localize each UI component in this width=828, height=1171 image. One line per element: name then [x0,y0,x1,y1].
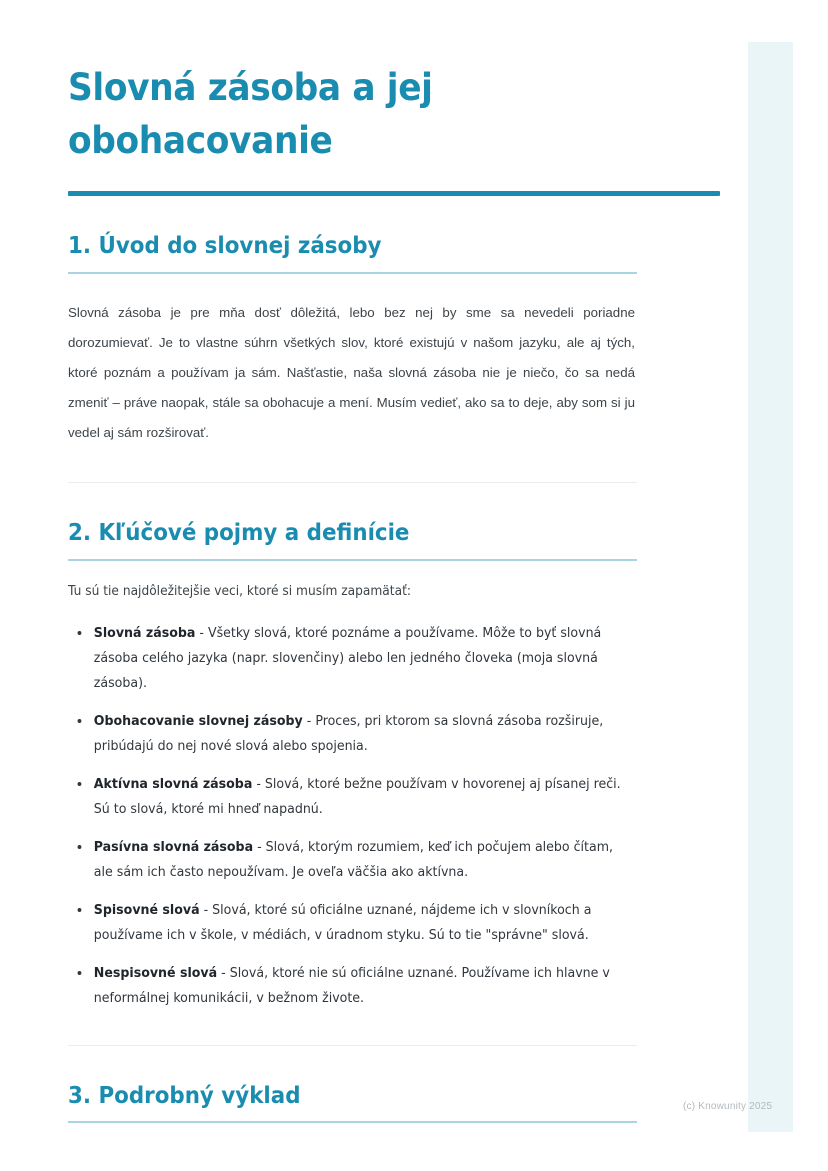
section-2-rule [68,559,637,561]
list-item [68,961,622,1011]
list-item [68,709,622,759]
term-separator: - [253,839,266,855]
section-3 [68,1082,720,1124]
term-description: Slová, ktoré sú oficiálne uznané, nájdeme ich v slovníkoch a používame ich v škole, v médiách, v úradnom styku. Sú to tie "správne" slová. [93,902,592,943]
bullet-dot-icon [78,782,82,786]
term-description: Slová, ktoré bežne používam v hovorenej aj písanej reči. Sú to slová, ktoré mi hneď napadnú. [93,776,621,817]
section-1-heading: 1. Úvod do slovnej zásoby [68,233,382,260]
side-decoration-panel [748,42,793,1132]
section-1-paragraph: Slovná zásoba je pre mňa dosť dôležitá, lebo bez nej by sme sa nevedeli poriadne dorozumievať. Je to vlastne súhrn všetkých slov, ktoré existujú v našom jazyku, ale aj tých, ktoré poznám a používam ja sám. Našťastie, naša slovná zásoba nie je niečo, čo sa nedá zmeniť – práve naopak, stále sa obohacuje a mení. Musím vedieť, ako sa to deje, aby som si ju vedel aj sám rozširovať. [68,304,635,440]
term-description: Slová, ktoré nie sú oficiálne uznané. Používame ich hlavne v neformálnej komunikácii, v bežnom živote. [93,965,610,1006]
bullet-dot-icon [78,719,82,723]
page-title: Slovná zásoba a jej obohacovanie [68,66,433,162]
term-label: Nespisovné slová [93,965,218,981]
bullet-dot-icon [78,908,82,912]
bullet-dot-icon [78,845,82,849]
term-label: Obohacovanie slovnej zásoby [93,713,303,729]
footer-watermark: (c) Knowunity 2025 [683,1101,773,1112]
list-item [68,621,622,696]
list-item [68,898,622,948]
list-item [68,835,622,885]
term-separator: - [217,965,230,981]
section-2-intro: Tu sú tie najdôležitejšie veci, ktoré si musím zapamätať: [68,583,411,599]
term-separator: - [252,776,265,792]
term-description: Proces, pri ktorom sa slovná zásoba rozširuje, pribúdajú do nej nové slová alebo spojenia. [93,713,604,754]
term-separator: - [199,902,213,918]
term-label: Pasívna slovná zásoba [93,839,254,855]
term-description: Všetky slová, ktoré poznáme a používame. Môže to byť slovná zásoba celého jazyka (napr. slovenčiny) alebo len jedného človeka (moja slovná zásoba). [93,625,602,691]
bullet-dot-icon [78,971,82,975]
bullet-dot-icon [78,631,82,635]
key-terms-list [68,621,648,1011]
term-label: Slovná zásoba [93,625,196,641]
term-separator: - [195,625,208,641]
term-label: Spisovné slová [93,902,200,918]
section-3-heading: 3. Podrobný výklad [68,1082,301,1109]
section-divider-1 [68,482,637,483]
section-3-rule [68,1121,637,1123]
term-separator: - [302,713,316,729]
section-1 [68,232,720,448]
section-divider-2 [68,1045,637,1046]
title-underline-rule [68,191,720,196]
section-1-rule [68,272,637,274]
document-content [68,62,720,1123]
list-item [68,772,622,822]
section-2 [68,519,720,1011]
term-description: Slová, ktorým rozumiem, keď ich počujem alebo čítam, ale sám ich často nepoužívam. Je oveľa väčšia ako aktívna. [93,839,613,880]
section-2-heading: 2. Kľúčové pojmy a definície [68,519,410,546]
term-label: Aktívna slovná zásoba [93,776,253,792]
